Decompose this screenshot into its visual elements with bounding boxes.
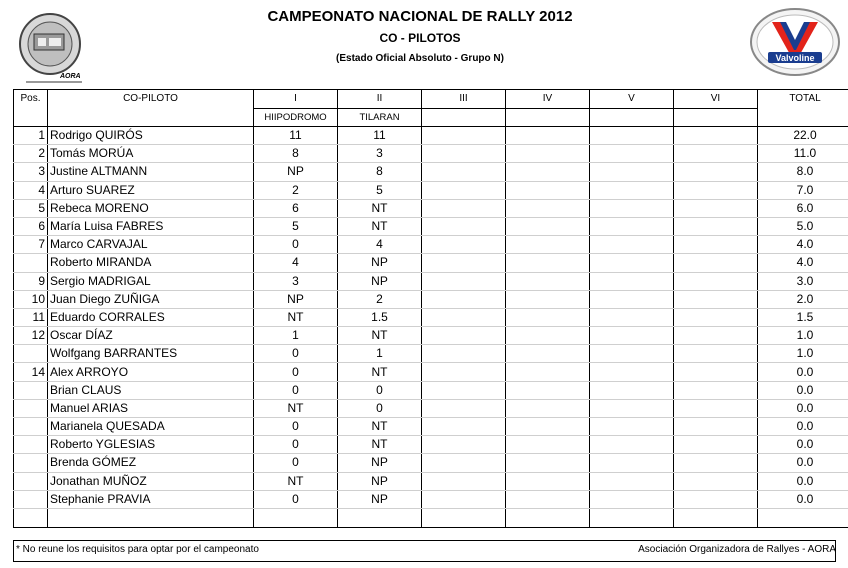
round-2-points-cell: 11: [338, 127, 422, 145]
standings-table: [13, 89, 848, 528]
round-4-points-cell: [506, 345, 590, 363]
copilot-name-cell: María Luisa FABRES: [48, 217, 254, 235]
round-4-points-cell: [506, 272, 590, 290]
round-2-points-cell: NP: [338, 254, 422, 272]
round-3-points-cell: [422, 454, 506, 472]
blank-row: [14, 508, 848, 527]
aora-logo-text: AORA: [60, 73, 81, 80]
round-2-points-cell: NT: [338, 217, 422, 235]
table-row: [14, 490, 848, 508]
pos-cell: 14: [14, 363, 48, 381]
copilot-name-cell: Arturo SUAREZ: [48, 181, 254, 199]
table-row: [14, 181, 848, 199]
total-points-cell: 8.0: [758, 163, 848, 181]
round-4-points-cell: [506, 436, 590, 454]
round-6-points-cell: [674, 472, 758, 490]
round-1-points-cell: NP: [254, 163, 338, 181]
round-4-points-cell: [506, 217, 590, 235]
round-6-points-cell: [674, 381, 758, 399]
round-3-points-cell: [422, 199, 506, 217]
round-6-points-cell: [674, 290, 758, 308]
round-2-points-cell: NP: [338, 490, 422, 508]
round-6-points-cell: [674, 308, 758, 326]
pos-cell: 10: [14, 290, 48, 308]
table-row: [14, 199, 848, 217]
pos-cell: [14, 399, 48, 417]
round-2-points-cell: 0: [338, 399, 422, 417]
round-2-points-cell: 4: [338, 236, 422, 254]
copilot-name-cell: Brian CLAUS: [48, 381, 254, 399]
page-note: (Estado Oficial Absoluto - Grupo N): [336, 53, 504, 64]
round-4-points-cell: [506, 308, 590, 326]
total-points-cell: 6.0: [758, 199, 848, 217]
round-1-points-cell: 0: [254, 345, 338, 363]
round-2-points-cell: NP: [338, 454, 422, 472]
copilot-name-cell: Brenda GÓMEZ: [48, 454, 254, 472]
round-1-points-cell: 4: [254, 254, 338, 272]
footer-note: * No reune los requisitos para optar por el campeonato: [16, 544, 259, 555]
round-5-points-cell: [590, 272, 674, 290]
pos-cell: [14, 490, 48, 508]
page-title: CAMPEONATO NACIONAL DE RALLY 2012: [267, 8, 573, 25]
round-4-points-cell: [506, 199, 590, 217]
copilot-name-cell: Marianela QUESADA: [48, 418, 254, 436]
round-5-points-cell: [590, 454, 674, 472]
round-3-points-cell: [422, 236, 506, 254]
round-6-points-cell: [674, 181, 758, 199]
copilot-name-cell: Manuel ARIAS: [48, 399, 254, 417]
round-1-points-cell: NT: [254, 472, 338, 490]
round-3-points-cell: [422, 363, 506, 381]
copilot-name-cell: Rodrigo QUIRÓS: [48, 127, 254, 145]
total-points-cell: 0.0: [758, 454, 848, 472]
round-3-points-cell: [422, 399, 506, 417]
total-points-cell: 1.0: [758, 327, 848, 345]
round-5-points-cell: [590, 181, 674, 199]
round-3-points-cell: [422, 272, 506, 290]
round-1-points-cell: 2: [254, 181, 338, 199]
pos-cell: [14, 254, 48, 272]
table-row: [14, 454, 848, 472]
round-5-points-cell: [590, 399, 674, 417]
round-5-points-cell: [590, 236, 674, 254]
total-points-cell: 0.0: [758, 399, 848, 417]
round-2-points-cell: 0: [338, 381, 422, 399]
round-6-points-cell: [674, 199, 758, 217]
round-3-points-cell: [422, 181, 506, 199]
copilot-name-cell: Roberto MIRANDA: [48, 254, 254, 272]
round-3-points-cell: [422, 308, 506, 326]
total-points-cell: 0.0: [758, 436, 848, 454]
round-6-points-cell: [674, 363, 758, 381]
round-5-points-cell: [590, 436, 674, 454]
round-2-points-cell: NT: [338, 199, 422, 217]
copilot-name-cell: Marco CARVAJAL: [48, 236, 254, 254]
copilot-name-cell: Eduardo CORRALES: [48, 308, 254, 326]
round-1-points-cell: 0: [254, 436, 338, 454]
total-points-cell: 4.0: [758, 236, 848, 254]
round-3-points-cell: [422, 217, 506, 235]
round-1-points-cell: 11: [254, 127, 338, 145]
pos-cell: [14, 418, 48, 436]
round-1-points-cell: 0: [254, 490, 338, 508]
total-points-cell: 0.0: [758, 381, 848, 399]
round-5-points-cell: [590, 308, 674, 326]
pos-cell: [14, 454, 48, 472]
round-3-points-cell: [422, 381, 506, 399]
total-points-cell: 22.0: [758, 127, 848, 145]
round-3-points-cell: [422, 254, 506, 272]
round-4-points-cell: [506, 145, 590, 163]
table-row: [14, 308, 848, 326]
table-row: [14, 436, 848, 454]
round-6-points-cell: [674, 127, 758, 145]
round-4-points-cell: [506, 418, 590, 436]
copilot-name-cell: Alex ARROYO: [48, 363, 254, 381]
round-4-points-cell: [506, 163, 590, 181]
round-4-points-cell: [506, 399, 590, 417]
pos-cell: 6: [14, 217, 48, 235]
round-3-points-cell: [422, 472, 506, 490]
round-venue-header: TILARAN: [338, 109, 422, 127]
pos-cell: 5: [14, 199, 48, 217]
table-row: [14, 127, 848, 145]
pos-cell: 12: [14, 327, 48, 345]
table-row: [14, 363, 848, 381]
round-2-points-cell: NP: [338, 472, 422, 490]
round-venue-header: [674, 109, 758, 127]
round-2-points-cell: 1: [338, 345, 422, 363]
round-4-points-cell: [506, 454, 590, 472]
round-2-points-cell: 5: [338, 181, 422, 199]
valvoline-logo: [748, 6, 842, 78]
round-6-points-cell: [674, 163, 758, 181]
pos-cell: [14, 436, 48, 454]
table-row: [14, 399, 848, 417]
round-4-points-cell: [506, 327, 590, 345]
round-1-points-cell: 3: [254, 272, 338, 290]
round-venue-header: [590, 109, 674, 127]
round-2-points-cell: NT: [338, 418, 422, 436]
round-number-header: IV: [506, 90, 590, 109]
table-row: [14, 145, 848, 163]
pos-cell: [14, 345, 48, 363]
pos-cell: 2: [14, 145, 48, 163]
pos-cell: [14, 472, 48, 490]
round-1-points-cell: NP: [254, 290, 338, 308]
round-6-points-cell: [674, 345, 758, 363]
col-pos-header: Pos.: [14, 90, 48, 127]
round-6-points-cell: [674, 217, 758, 235]
round-3-points-cell: [422, 327, 506, 345]
round-2-points-cell: 3: [338, 145, 422, 163]
round-5-points-cell: [590, 199, 674, 217]
round-venue-header: HIIPODROMO: [254, 109, 338, 127]
table-row: [14, 236, 848, 254]
total-points-cell: 0.0: [758, 363, 848, 381]
copilot-name-cell: Justine ALTMANN: [48, 163, 254, 181]
round-3-points-cell: [422, 290, 506, 308]
copilot-name-cell: Roberto YGLESIAS: [48, 436, 254, 454]
round-5-points-cell: [590, 418, 674, 436]
round-2-points-cell: NT: [338, 363, 422, 381]
round-4-points-cell: [506, 127, 590, 145]
round-2-points-cell: 8: [338, 163, 422, 181]
copilot-name-cell: Stephanie PRAVIA: [48, 490, 254, 508]
total-points-cell: 0.0: [758, 472, 848, 490]
round-5-points-cell: [590, 381, 674, 399]
round-5-points-cell: [590, 127, 674, 145]
round-4-points-cell: [506, 236, 590, 254]
total-points-cell: 1.5: [758, 308, 848, 326]
round-6-points-cell: [674, 236, 758, 254]
valvoline-logo-text: Valvoline: [775, 53, 815, 63]
round-4-points-cell: [506, 363, 590, 381]
round-6-points-cell: [674, 327, 758, 345]
aora-logo: [12, 8, 92, 88]
col-name-header: CO-PILOTO: [48, 90, 254, 127]
round-2-points-cell: 1.5: [338, 308, 422, 326]
pos-cell: 9: [14, 272, 48, 290]
round-5-points-cell: [590, 363, 674, 381]
total-points-cell: 0.0: [758, 418, 848, 436]
round-3-points-cell: [422, 436, 506, 454]
round-1-points-cell: 0: [254, 418, 338, 436]
round-venue-header: [422, 109, 506, 127]
round-1-points-cell: 8: [254, 145, 338, 163]
round-4-points-cell: [506, 254, 590, 272]
round-6-points-cell: [674, 418, 758, 436]
round-number-header: VI: [674, 90, 758, 109]
copilot-name-cell: Wolfgang BARRANTES: [48, 345, 254, 363]
table-row: [14, 163, 848, 181]
pos-cell: 4: [14, 181, 48, 199]
round-4-points-cell: [506, 290, 590, 308]
pos-cell: 7: [14, 236, 48, 254]
standings-body: [14, 127, 848, 528]
table-row: [14, 217, 848, 235]
table-row: [14, 290, 848, 308]
round-3-points-cell: [422, 490, 506, 508]
round-2-points-cell: 2: [338, 290, 422, 308]
round-2-points-cell: NT: [338, 436, 422, 454]
round-1-points-cell: 0: [254, 363, 338, 381]
round-1-points-cell: 0: [254, 381, 338, 399]
round-1-points-cell: NT: [254, 308, 338, 326]
round-3-points-cell: [422, 127, 506, 145]
round-4-points-cell: [506, 381, 590, 399]
total-points-cell: 7.0: [758, 181, 848, 199]
round-4-points-cell: [506, 490, 590, 508]
table-row: [14, 254, 848, 272]
total-points-cell: 2.0: [758, 290, 848, 308]
round-1-points-cell: 0: [254, 454, 338, 472]
round-6-points-cell: [674, 254, 758, 272]
pos-cell: 3: [14, 163, 48, 181]
round-number-header: I: [254, 90, 338, 109]
round-number-header: II: [338, 90, 422, 109]
round-6-points-cell: [674, 145, 758, 163]
round-3-points-cell: [422, 345, 506, 363]
round-1-points-cell: 6: [254, 199, 338, 217]
round-1-points-cell: 0: [254, 236, 338, 254]
table-row: [14, 327, 848, 345]
total-points-cell: 3.0: [758, 272, 848, 290]
table-row: [14, 345, 848, 363]
round-5-points-cell: [590, 490, 674, 508]
copilot-name-cell: Juan Diego ZUÑIGA: [48, 290, 254, 308]
round-1-points-cell: 5: [254, 217, 338, 235]
round-5-points-cell: [590, 290, 674, 308]
table-row: [14, 381, 848, 399]
round-number-header: V: [590, 90, 674, 109]
total-points-cell: 0.0: [758, 490, 848, 508]
round-3-points-cell: [422, 163, 506, 181]
round-5-points-cell: [590, 145, 674, 163]
round-number-header: III: [422, 90, 506, 109]
round-6-points-cell: [674, 272, 758, 290]
round-5-points-cell: [590, 345, 674, 363]
total-points-cell: 5.0: [758, 217, 848, 235]
copilot-name-cell: Jonathan MUÑOZ: [48, 472, 254, 490]
round-6-points-cell: [674, 436, 758, 454]
round-5-points-cell: [590, 163, 674, 181]
total-points-cell: 11.0: [758, 145, 848, 163]
round-6-points-cell: [674, 454, 758, 472]
round-3-points-cell: [422, 418, 506, 436]
page-subtitle: CO - PILOTOS: [379, 31, 461, 45]
table-row: [14, 272, 848, 290]
col-total-header: TOTAL: [758, 90, 848, 127]
round-4-points-cell: [506, 472, 590, 490]
copilot-name-cell: Oscar DÍAZ: [48, 327, 254, 345]
round-1-points-cell: 1: [254, 327, 338, 345]
table-row: [14, 472, 848, 490]
copilot-name-cell: Rebeca MORENO: [48, 199, 254, 217]
copilot-name-cell: Tomás MORÚA: [48, 145, 254, 163]
pos-cell: [14, 381, 48, 399]
footer-organization: Asociación Organizadora de Rallyes - AORA: [638, 544, 836, 555]
round-5-points-cell: [590, 254, 674, 272]
copilot-name-cell: Sergio MADRIGAL: [48, 272, 254, 290]
round-2-points-cell: NP: [338, 272, 422, 290]
round-2-points-cell: NT: [338, 327, 422, 345]
round-1-points-cell: NT: [254, 399, 338, 417]
round-5-points-cell: [590, 217, 674, 235]
round-6-points-cell: [674, 490, 758, 508]
pos-cell: 1: [14, 127, 48, 145]
round-venue-header: [506, 109, 590, 127]
round-5-points-cell: [590, 472, 674, 490]
total-points-cell: 4.0: [758, 254, 848, 272]
round-6-points-cell: [674, 399, 758, 417]
total-points-cell: 1.0: [758, 345, 848, 363]
round-5-points-cell: [590, 327, 674, 345]
round-3-points-cell: [422, 145, 506, 163]
round-4-points-cell: [506, 181, 590, 199]
pos-cell: 11: [14, 308, 48, 326]
table-row: [14, 418, 848, 436]
